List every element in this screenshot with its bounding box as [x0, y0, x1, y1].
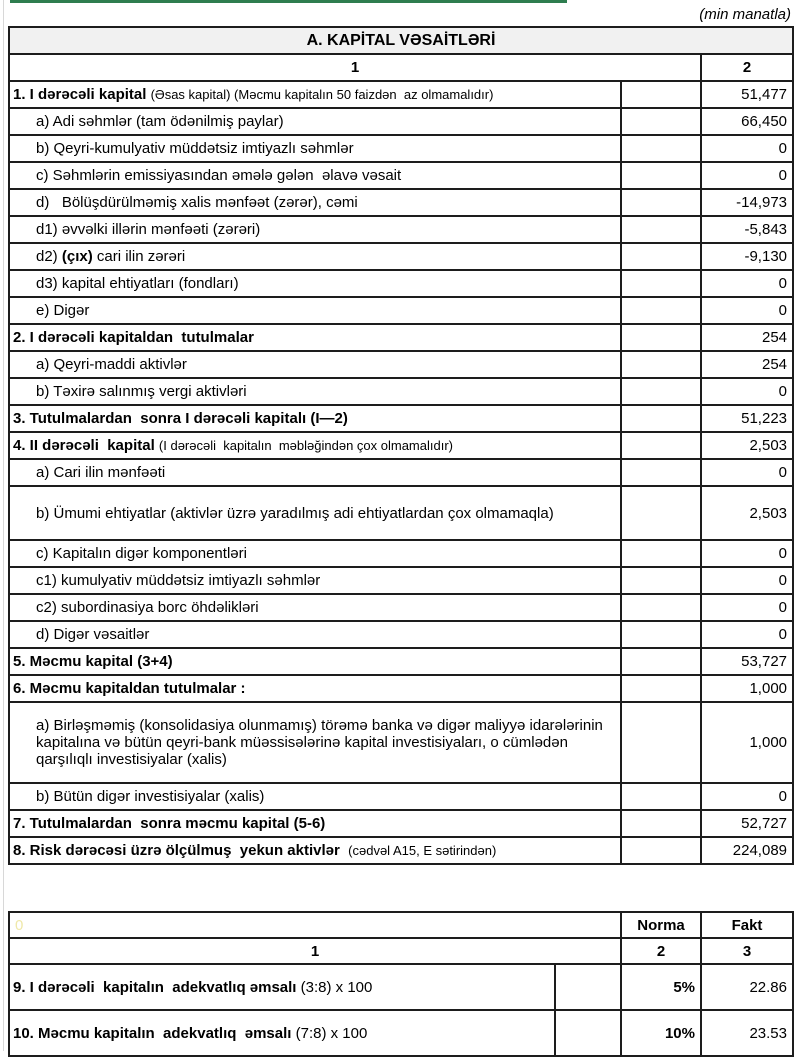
row-label-cell[interactable] [9, 324, 621, 351]
capital-row [9, 540, 793, 567]
num-header-3[interactable]: 3 [701, 938, 793, 964]
capital-row [9, 270, 793, 297]
capital-row [9, 702, 793, 783]
row-label-cell[interactable] [9, 459, 621, 486]
row-value-cell[interactable]: 0 [701, 459, 793, 486]
row-label-cell[interactable] [9, 621, 621, 648]
capital-table-title-row [9, 27, 793, 54]
ratio-number-header-row [9, 938, 793, 964]
label-text: c) Kapitalın digər komponentləri [36, 545, 247, 562]
row-label-cell[interactable] [9, 243, 621, 270]
ratio-spacer-cell[interactable] [555, 1010, 621, 1056]
capital-row [9, 351, 793, 378]
row-label-cell[interactable] [9, 216, 621, 243]
ratio-corner-cell[interactable] [9, 912, 621, 938]
col-header-1[interactable]: 1 [9, 54, 701, 81]
row-spacer-cell[interactable] [621, 351, 701, 378]
label-text: 1. I dərəcəli kapital [13, 86, 151, 103]
capital-row [9, 324, 793, 351]
capital-row [9, 378, 793, 405]
num-header-1[interactable]: 1 [9, 938, 621, 964]
capital-table-title: A. KAPİTAL VƏSAİTLƏRİ [9, 27, 793, 54]
norma-value-cell[interactable]: 10% [621, 1010, 701, 1056]
row-spacer-cell[interactable] [621, 297, 701, 324]
row-label-cell[interactable] [9, 189, 621, 216]
row-label-cell[interactable] [9, 810, 621, 837]
row-value-cell[interactable]: 0 [701, 594, 793, 621]
label-text: 4. II dərəcəli kapital [13, 437, 159, 454]
row-label-cell[interactable] [9, 594, 621, 621]
sheet-accent-bar [10, 0, 567, 3]
row-label-cell[interactable] [9, 351, 621, 378]
label-text: a) Birləşməmiş (konsolidasiya olunmamış) törəmə banka və digər maliyyə idarələrinin kapitalına və bütün qeyri-bank müəssisələrinə kapital investisiyaları, o cümlədən qarşılıqlı investisiyalar (xalis) [36, 717, 608, 768]
row-spacer-cell[interactable] [621, 405, 701, 432]
row-spacer-cell[interactable] [621, 459, 701, 486]
row-value-cell[interactable]: 0 [701, 540, 793, 567]
ratio-header-row [9, 912, 793, 938]
label-text: d1) əvvəlki illərin mənfəəti (zərəri) [36, 221, 261, 238]
col-header-2[interactable]: 2 [701, 54, 793, 81]
label-text: 8. Risk dərəcəsi üzrə ölçülmuş yekun aktivlər [13, 842, 349, 859]
ratio-table [8, 911, 794, 1057]
row-spacer-cell[interactable] [621, 675, 701, 702]
row-value-cell[interactable]: 51,477 [701, 81, 793, 108]
ratio-label-cell[interactable] [9, 964, 555, 1010]
capital-row [9, 486, 793, 540]
row-value-cell[interactable]: -14,973 [701, 189, 793, 216]
row-label-cell[interactable] [9, 648, 621, 675]
row-value-cell[interactable]: 0 [701, 567, 793, 594]
capital-row [9, 837, 793, 864]
fakt-header[interactable]: Fakt [701, 912, 793, 938]
label-text: c) Səhmlərin emissiyasından əmələ gələn əlavə vəsait [36, 167, 402, 184]
capital-row [9, 189, 793, 216]
row-spacer-cell[interactable] [621, 270, 701, 297]
row-value-cell[interactable]: 2,503 [701, 432, 793, 459]
row-spacer-cell[interactable] [621, 486, 701, 540]
row-label-cell[interactable] [9, 540, 621, 567]
row-value-cell[interactable]: 52,727 [701, 810, 793, 837]
row-spacer-cell[interactable] [621, 432, 701, 459]
fakt-value-cell[interactable]: 23.53 [701, 1010, 793, 1056]
unit-note: (min manatla) [699, 6, 791, 23]
row-value-cell[interactable]: 66,450 [701, 108, 793, 135]
label-text: cari ilin zərəri [92, 248, 186, 265]
label-text: 6. Məcmu kapitaldan tutulmalar : [13, 680, 246, 697]
row-value-cell[interactable]: 0 [701, 297, 793, 324]
label-text: a) Cari ilin mənfəəti [36, 464, 166, 481]
label-text: (cədvəl A15, E sətirindən) [348, 843, 497, 858]
label-text: b) Bütün digər investisiyalar (xalis) [36, 788, 265, 805]
capital-row [9, 675, 793, 702]
row-spacer-cell[interactable] [621, 783, 701, 810]
capital-row [9, 216, 793, 243]
row-value-cell[interactable]: 0 [701, 162, 793, 189]
row-value-cell[interactable]: 0 [701, 378, 793, 405]
row-spacer-cell[interactable] [621, 540, 701, 567]
worksheet-gridline [3, 0, 4, 1051]
row-spacer-cell[interactable] [621, 135, 701, 162]
label-text: b) Ümumi ehtiyatlar (aktivlər üzrə yaradılmış adi ehtiyatlardan çox olmamaqla) [36, 504, 554, 522]
row-value-cell[interactable]: 0 [701, 270, 793, 297]
capital-row [9, 648, 793, 675]
row-spacer-cell[interactable] [621, 837, 701, 864]
ratio-row [9, 1010, 793, 1056]
row-label-cell[interactable] [9, 405, 621, 432]
row-value-cell[interactable]: 1,000 [701, 702, 793, 783]
capital-row [9, 81, 793, 108]
capital-row [9, 297, 793, 324]
label-text: a) Qeyri-maddi aktivlər [36, 356, 187, 373]
capital-row [9, 810, 793, 837]
row-label-cell[interactable] [9, 270, 621, 297]
capital-row [9, 108, 793, 135]
capital-row [9, 783, 793, 810]
label-text: 5. Məcmu kapital (3+4) [13, 653, 173, 670]
label-text: 10. Məcmu kapitalın adekvatlıq əmsalı [13, 1024, 296, 1042]
capital-row [9, 567, 793, 594]
ratio-spacer-cell[interactable] [555, 964, 621, 1010]
row-value-cell[interactable]: 254 [701, 324, 793, 351]
row-value-cell[interactable]: 0 [701, 135, 793, 162]
row-spacer-cell[interactable] [621, 621, 701, 648]
label-text: c2) subordinasiya borc öhdəlikləri [36, 599, 259, 616]
label-text: 9. I dərəcəli kapitalın adekvatlıq əmsalı [13, 978, 301, 996]
capital-row [9, 135, 793, 162]
row-label-cell[interactable] [9, 81, 621, 108]
label-text: (7:8) x 100 [295, 1024, 368, 1042]
norma-value-cell[interactable]: 5% [621, 964, 701, 1010]
row-label-cell[interactable] [9, 432, 621, 459]
capital-row [9, 243, 793, 270]
row-value-cell[interactable]: 0 [701, 783, 793, 810]
row-label-cell[interactable] [9, 837, 621, 864]
row-label-cell[interactable] [9, 567, 621, 594]
ratio-label-cell[interactable] [9, 1010, 555, 1056]
row-label-cell[interactable] [9, 702, 621, 783]
row-spacer-cell[interactable] [621, 702, 701, 783]
capital-row [9, 405, 793, 432]
row-spacer-cell[interactable] [621, 189, 701, 216]
capital-row [9, 162, 793, 189]
row-label-cell[interactable] [9, 486, 621, 540]
label-text: b) Təxirə salınmış vergi aktivləri [36, 383, 247, 400]
label-text: d2) [36, 248, 62, 265]
capital-column-header-row [9, 54, 793, 81]
row-value-cell[interactable]: -9,130 [701, 243, 793, 270]
label-text: e) Digər [36, 302, 90, 319]
row-label-cell[interactable] [9, 135, 621, 162]
label-text: c1) kumulyativ müddətsiz imtiyazlı səhmlər [36, 572, 321, 589]
label-text: d) Bölüşdürülməmiş xalis mənfəət (zərər), cəmi [36, 194, 358, 211]
capital-table [8, 26, 794, 865]
label-text: 3. Tutulmalardan sonra I dərəcəli kapitalı (I—2) [13, 410, 348, 427]
label-text: (çıx) [61, 248, 93, 265]
label-text: (3:8) x 100 [300, 978, 373, 996]
row-value-cell[interactable]: -5,843 [701, 216, 793, 243]
row-value-cell[interactable]: 0 [701, 621, 793, 648]
capital-row [9, 432, 793, 459]
label-text: a) Adi səhmlər (tam ödənilmiş paylar) [36, 113, 284, 130]
row-spacer-cell[interactable] [621, 243, 701, 270]
norma-header[interactable]: Norma [621, 912, 701, 938]
row-spacer-cell[interactable] [621, 108, 701, 135]
row-label-cell[interactable] [9, 108, 621, 135]
row-spacer-cell[interactable] [621, 162, 701, 189]
row-label-cell[interactable] [9, 675, 621, 702]
label-text: d) Digər vəsaitlər [36, 626, 150, 643]
row-value-cell[interactable]: 1,000 [701, 675, 793, 702]
row-value-cell[interactable]: 2,503 [701, 486, 793, 540]
ratio-row [9, 964, 793, 1010]
row-value-cell[interactable]: 51,223 [701, 405, 793, 432]
row-value-cell[interactable]: 53,727 [701, 648, 793, 675]
row-label-cell[interactable] [9, 297, 621, 324]
label-text: (Əsas kapital) (Məcmu kapitalın 50 faizdən az olmamalıdır) [150, 87, 494, 102]
label-text: 2. I dərəcəli kapitaldan tutulmalar [13, 329, 254, 346]
row-spacer-cell[interactable] [621, 378, 701, 405]
row-label-cell[interactable] [9, 783, 621, 810]
row-spacer-cell[interactable] [621, 594, 701, 621]
row-value-cell[interactable]: 254 [701, 351, 793, 378]
num-header-2[interactable]: 2 [621, 938, 701, 964]
capital-row [9, 594, 793, 621]
row-value-cell[interactable]: 224,089 [701, 837, 793, 864]
label-text: d3) kapital ehtiyatları (fondları) [36, 275, 239, 292]
label-text: b) Qeyri-kumulyativ müddətsiz imtiyazlı səhmlər [36, 140, 354, 157]
row-spacer-cell[interactable] [621, 810, 701, 837]
label-text: 7. Tutulmalardan sonra məcmu kapital (5-6) [13, 815, 326, 832]
row-spacer-cell[interactable] [621, 324, 701, 351]
capital-row [9, 459, 793, 486]
fakt-value-cell[interactable]: 22.86 [701, 964, 793, 1010]
row-spacer-cell[interactable] [621, 216, 701, 243]
row-label-cell[interactable] [9, 162, 621, 189]
row-spacer-cell[interactable] [621, 567, 701, 594]
capital-row [9, 621, 793, 648]
row-spacer-cell[interactable] [621, 648, 701, 675]
row-label-cell[interactable] [9, 378, 621, 405]
row-spacer-cell[interactable] [621, 81, 701, 108]
label-text: (I dərəcəli kapitalın məbləğindən çox olmamalıdır) [158, 438, 453, 453]
stray-zero: 0 [15, 916, 24, 934]
